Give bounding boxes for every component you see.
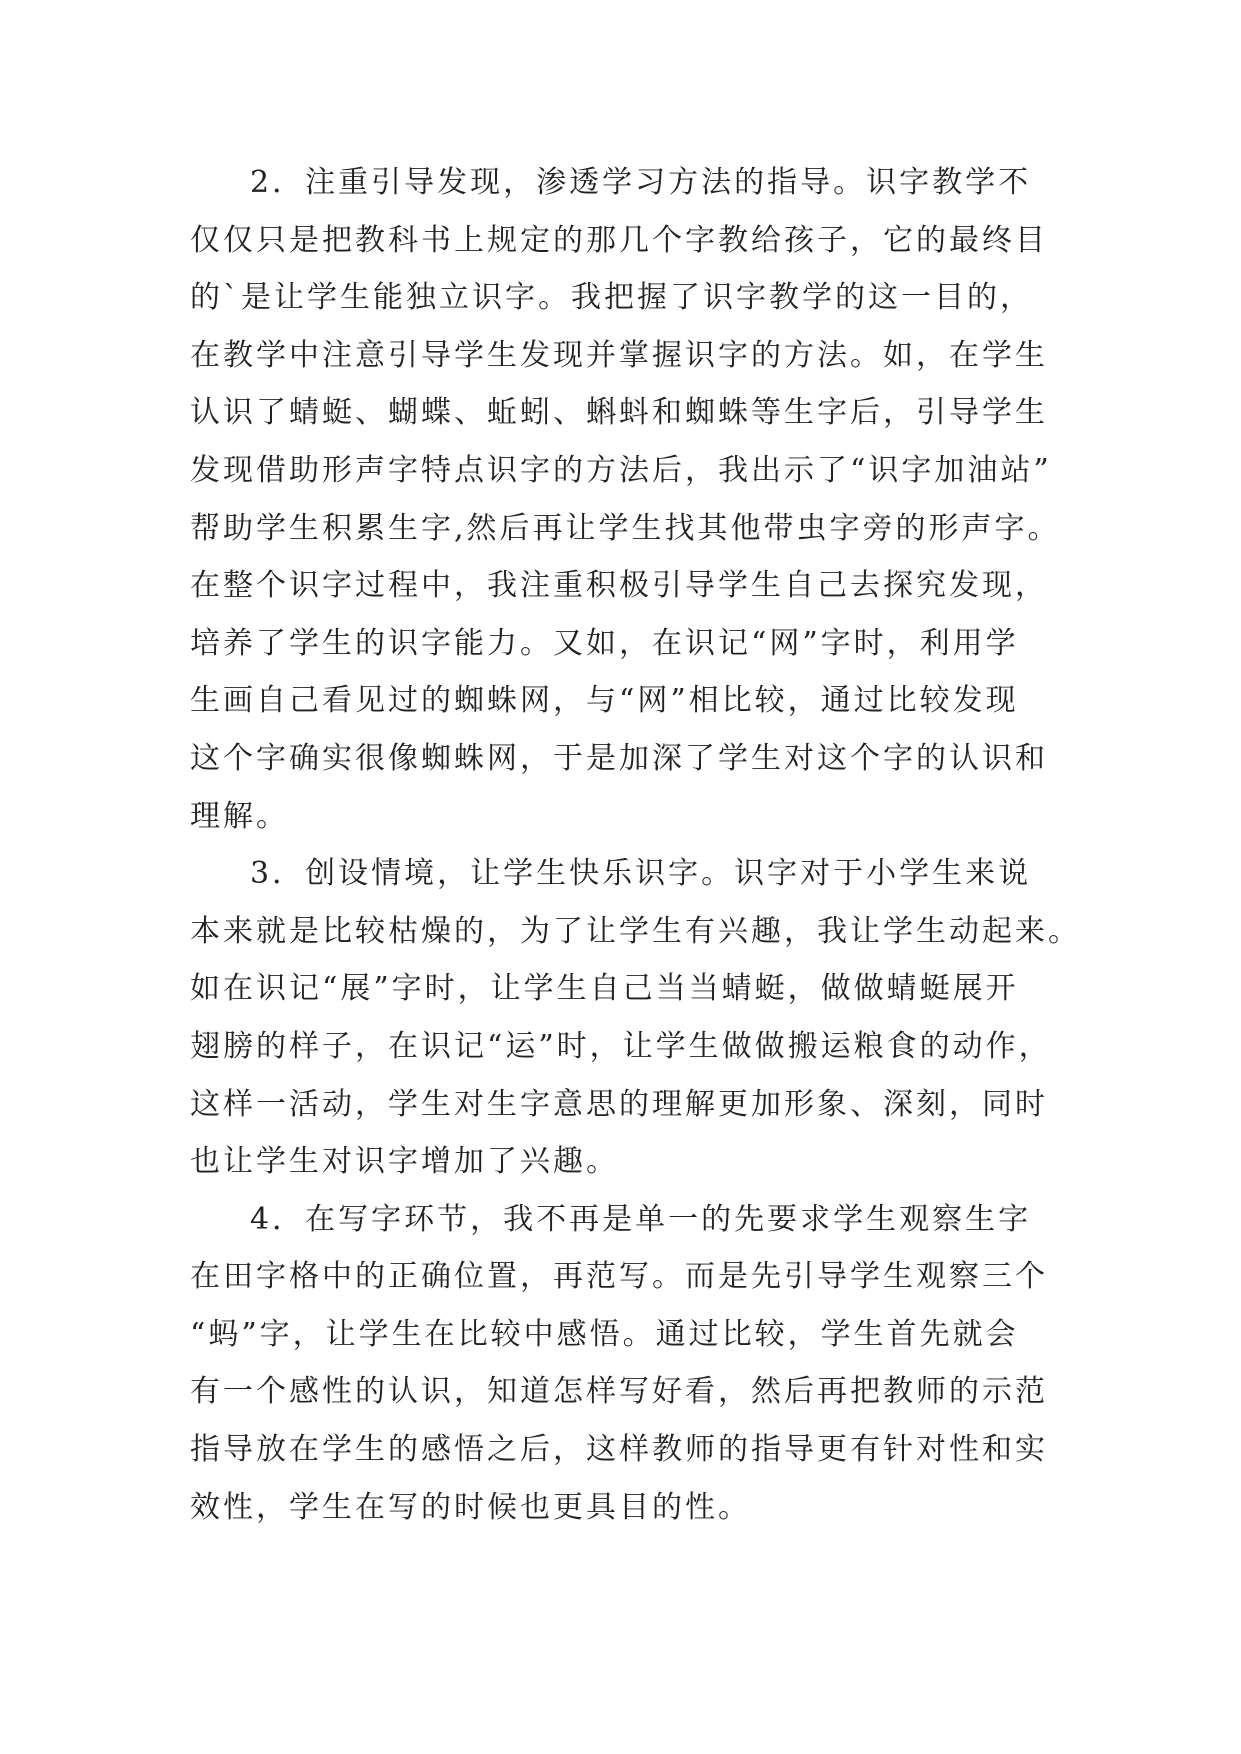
paragraph-2-line-10: 生画自己看见过的蜘蛛网，与“网”相比较，通过比较发现 xyxy=(190,683,1019,719)
paragraph-2-line-12: 理解。 xyxy=(190,798,289,834)
paragraph-2-line-11: 这个字确实很像蜘蛛网，于是加深了学生对这个字的认识和 xyxy=(190,740,1048,776)
paragraph-2-line-6: 发现借助形声字特点识字的方法后，我出示了“识字加油站” xyxy=(190,452,1052,488)
paragraph-3-line-1: 3．创设情境，让学生快乐识字。识字对于小学生来说 xyxy=(250,856,1032,892)
paragraph-3-line-2: 本来就是比较枯燥的，为了让学生有兴趣，我让学生动起来。 xyxy=(190,913,1081,949)
body-text xyxy=(190,154,1081,1536)
paragraph-4-line-1: 4．在写字环节，我不再是单一的先要求学生观察生字 xyxy=(250,1201,1032,1237)
paragraph-2-line-7: 帮助学生积累生字,然后再让学生找其他带虫字旁的形声字。 xyxy=(190,510,1061,546)
paragraph-3-line-5: 这样一活动，学生对生字意思的理解更加形象、深刻，同时 xyxy=(190,1086,1048,1122)
paragraph-2-line-5: 认识了蜻蜓、蝴蝶、蚯蚓、蝌蚪和蜘蛛等生字后，引导学生 xyxy=(190,395,1048,431)
paragraph-4-line-2: 在田字格中的正确位置，再范写。而是先引导学生观察三个 xyxy=(190,1259,1048,1295)
paragraph-2-line-9: 培养了学生的识字能力。又如，在识记“网”字时，利用学 xyxy=(190,625,1019,661)
paragraph-4-line-4: 有一个感性的认识，知道怎样写好看，然后再把教师的示范 xyxy=(190,1374,1048,1410)
paragraph-2-line-4: 在教学中注意引导学生发现并掌握识字的方法。如，在学生 xyxy=(190,337,1048,373)
paragraph-4-line-6: 效性，学生在写的时候也更具目的性。 xyxy=(190,1489,751,1525)
paragraph-3-line-6: 也让学生对识字增加了兴趣。 xyxy=(190,1144,619,1180)
paragraph-2-line-8: 在整个识字过程中，我注重积极引导学生自己去探究发现， xyxy=(190,568,1048,604)
paragraph-3-line-3: 如在识记“展”字时，让学生自己当当蜻蜓，做做蜻蜓展开 xyxy=(190,971,1019,1007)
paragraph-2-line-3: 的`是让学生能独立识字。我把握了识字教学的这一目的， xyxy=(190,280,1033,316)
paragraph-2-line-2: 仅仅只是把教科书上规定的那几个字教给孩子，它的最终目 xyxy=(190,222,1048,258)
paragraph-2-line-1: 2．注重引导发现，渗透学习方法的指导。识字教学不 xyxy=(250,165,1032,200)
paragraph-4-line-3: “蚂”字，让学生在比较中感悟。通过比较，学生首先就会 xyxy=(190,1316,1019,1352)
paragraph-3-line-4: 翅膀的样子，在识记“运”时，让学生做做搬运粮食的动作， xyxy=(190,1028,1052,1064)
paragraph-4-line-5: 指导放在学生的感悟之后，这样教师的指导更有针对性和实 xyxy=(190,1432,1048,1468)
